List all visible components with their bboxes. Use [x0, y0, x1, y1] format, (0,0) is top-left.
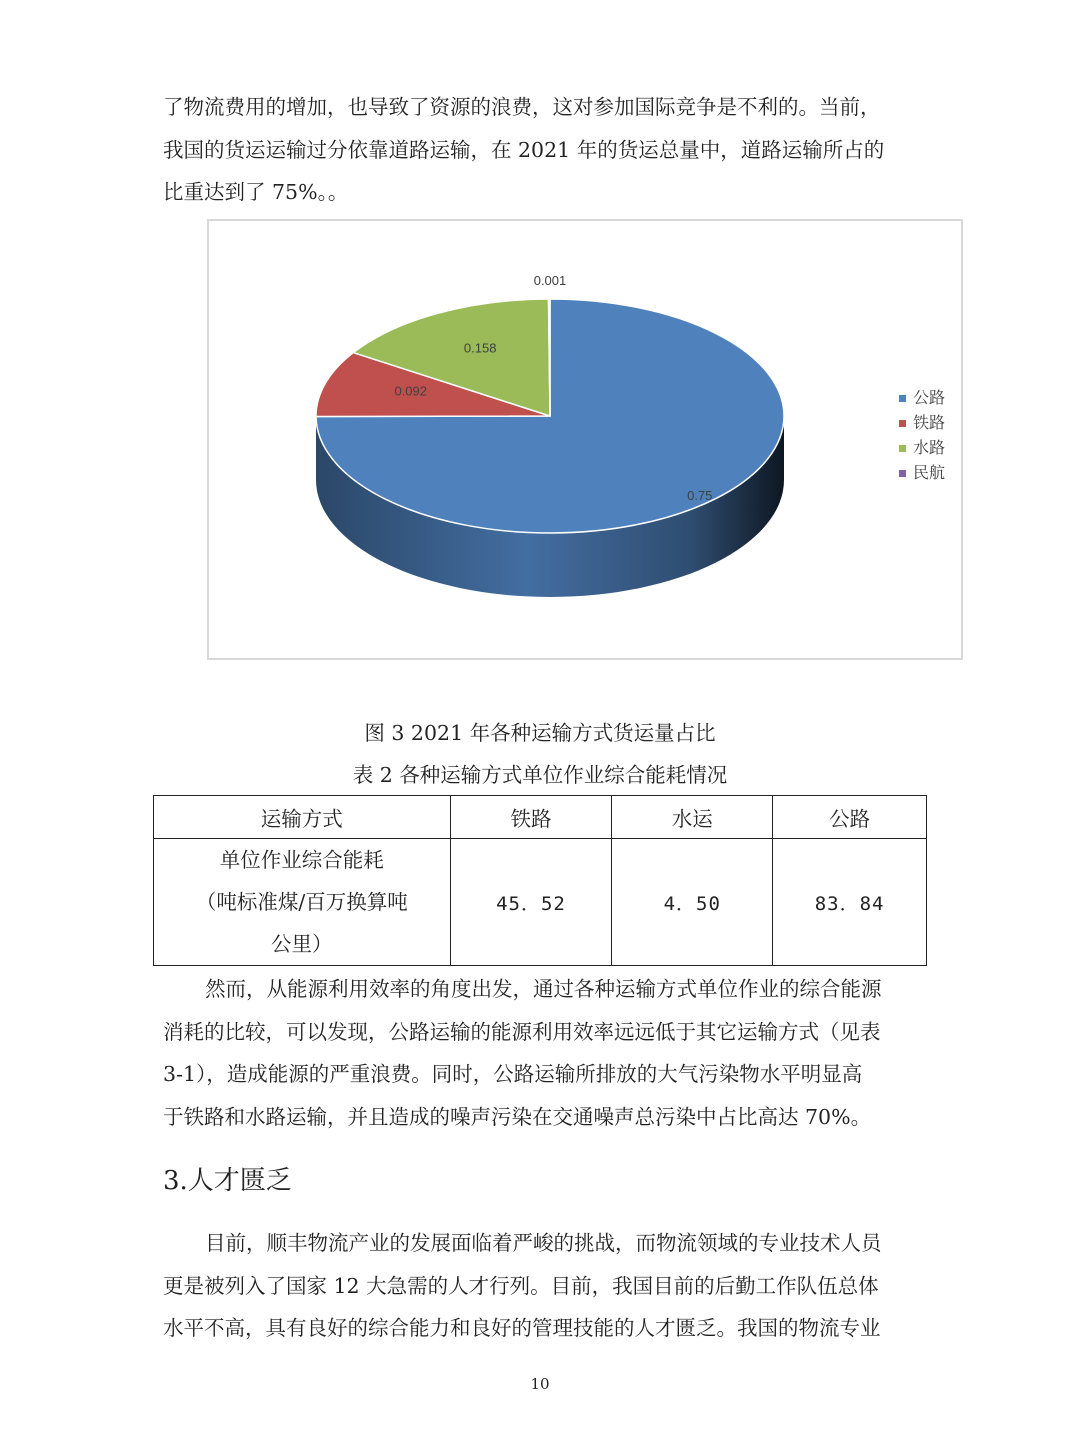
paragraph-energy: [163, 968, 923, 1138]
row-label-line: （吨标准煤/百万换算吨: [195, 890, 408, 914]
text-line: 目前，顺丰物流产业的发展面临着严峻的挑战，而物流领域的专业技术人员: [205, 1231, 882, 1255]
text-line: 然而，从能源利用效率的角度出发，通过各种运输方式单位作业的综合能源: [205, 977, 882, 1001]
value-road: 83．84: [773, 839, 927, 966]
row-label-line: 单位作业综合能耗: [219, 848, 384, 872]
legend-marker: [899, 445, 906, 452]
pie-chart-svg: [209, 221, 961, 658]
header-road: 公路: [773, 796, 927, 839]
text-line: 比重达到了 75%。。: [163, 180, 349, 204]
legend-label: 民航: [913, 463, 946, 482]
section-heading: 3.人才匮乏: [163, 1166, 292, 1196]
legend-label: 水路: [913, 438, 946, 457]
text-line: 我国的货运运输过分依靠道路运输，在 2021 年的货运总量中，道路运输所占的: [163, 137, 885, 162]
page-number: 10: [530, 1375, 550, 1393]
pie-data-label: 0.092: [394, 383, 428, 399]
value-water: 4．50: [612, 839, 773, 966]
text-line: 消耗的比较，可以发现，公路运输的能源利用效率远远低于其它运输方式（见表: [163, 1019, 881, 1044]
header-rail: 铁路: [450, 796, 612, 839]
pie-data-label: 0.75: [687, 488, 713, 504]
text-line: 3-1），造成能源的严重浪费。同时，公路运输所排放的大气污染物水平明显高: [163, 1062, 863, 1086]
paragraph-talent: [163, 1222, 923, 1350]
text-line: 于铁路和水路运输，并且造成的噪声污染在交通噪声总污染中占比高达 70%。: [163, 1104, 872, 1129]
header-water: 水运: [612, 796, 773, 839]
header-transport-mode: 运输方式: [154, 796, 451, 839]
legend-label: 铁路: [913, 413, 946, 432]
table-header-row: [154, 796, 927, 839]
pie-data-label: 0.001: [533, 273, 567, 288]
legend-label: 公路: [913, 388, 946, 407]
table-row: [154, 839, 927, 966]
pie-data-label: 0.158: [463, 340, 497, 356]
legend-marker: [899, 470, 906, 477]
table-caption: 表 2 各种运输方式单位作业综合能耗情况: [352, 763, 728, 787]
row-label-line: 公里）: [271, 932, 333, 956]
text-line: 更是被列入了国家 12 大急需的人才行列。目前，我国目前的后勤工作队伍总体: [163, 1273, 879, 1298]
figure-caption: 图 3 2021 年各种运输方式货运量占比: [364, 721, 716, 745]
pie-chart: [207, 219, 963, 660]
text-line: 了物流费用的增加，也导致了资源的浪费，这对参加国际竞争是不利的。当前，: [163, 95, 881, 119]
row-label-energy-consumption: [154, 839, 451, 966]
paragraph-intro: [163, 86, 923, 214]
text-line: 水平不高，具有良好的综合能力和良好的管理技能的人才匮乏。我国的物流专业: [163, 1316, 881, 1340]
energy-consumption-table: [153, 795, 927, 966]
legend-marker: [899, 395, 906, 402]
value-rail: 45．52: [450, 839, 612, 966]
legend-marker: [899, 420, 906, 427]
